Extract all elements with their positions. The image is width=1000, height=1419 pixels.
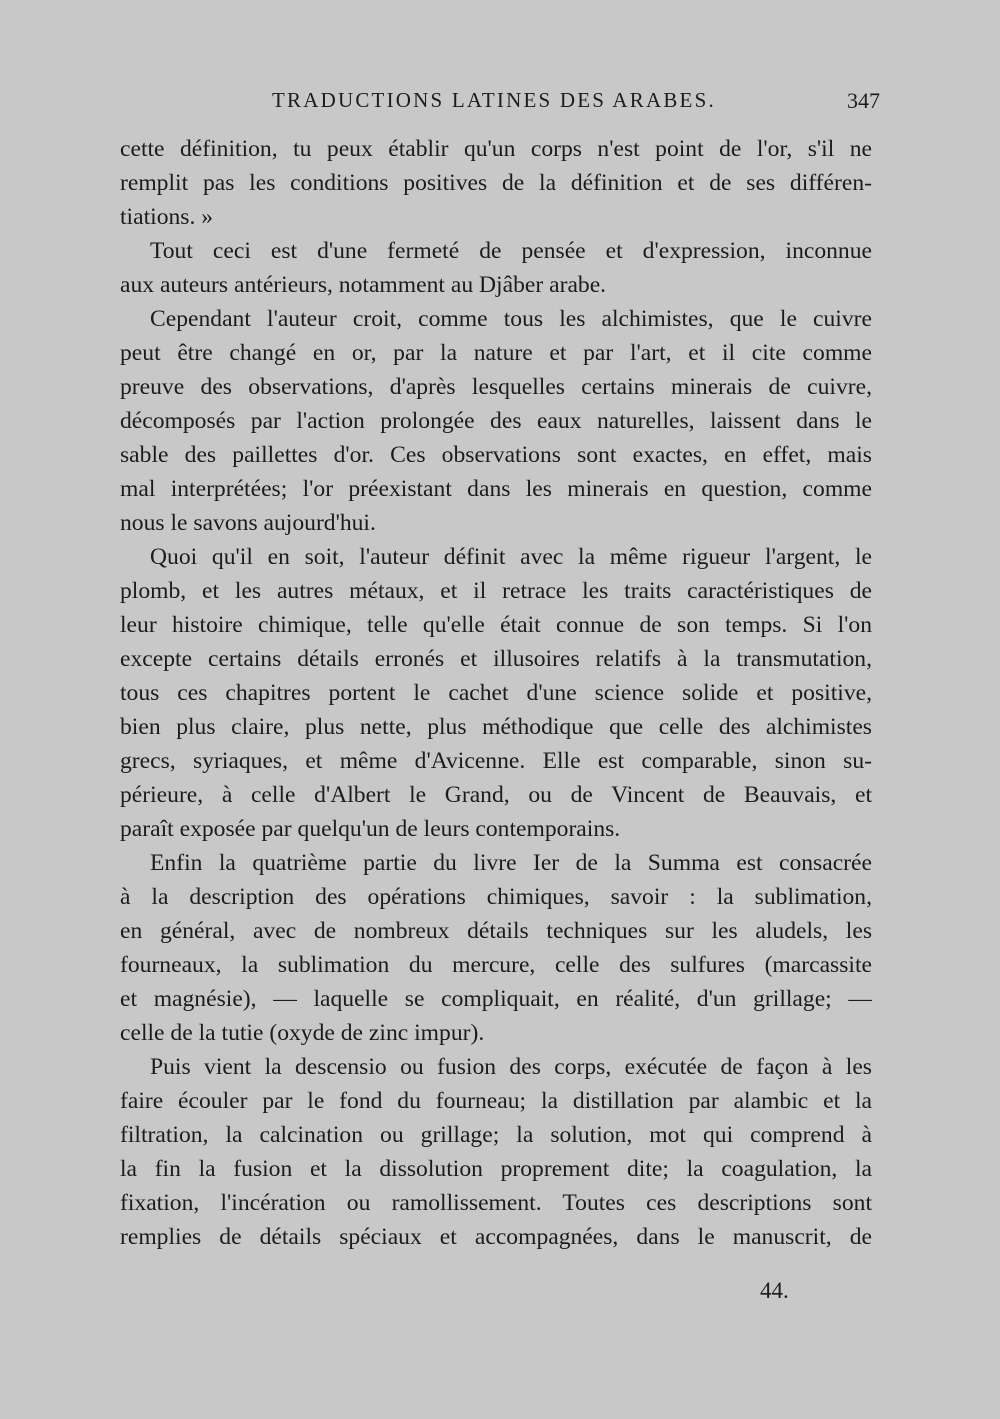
text-line: nous le savons aujourd'hui. [120, 510, 376, 536]
text-line: cette définition, tu peux établir qu'un corps n'est point de l'or, s'il ne [120, 136, 872, 162]
text-line: tous ces chapitres portent le cachet d'une science solide et positive, [120, 680, 872, 706]
text-line: Enfin la quatrième partie du livre Ier de la Summa est consacrée [150, 850, 872, 876]
text-line: sable des paillettes d'or. Ces observations sont exactes, en effet, mais [120, 442, 872, 468]
page-number: 347 [847, 88, 880, 113]
text-line: filtration, la calcination ou grillage; la solution, mot qui comprend à [120, 1122, 872, 1148]
text-line: celle de la tutie (oxyde de zinc impur). [120, 1020, 485, 1046]
text-line: Tout ceci est d'une fermeté de pensée et d'expression, inconnue [150, 238, 872, 264]
text-line: grecs, syriaques, et même d'Avicenne. Elle est comparable, sinon su- [120, 748, 872, 774]
text-line: périeure, à celle d'Albert le Grand, ou de Vincent de Beauvais, et [120, 782, 872, 808]
paragraph [120, 132, 872, 234]
text-line: peut être changé en or, par la nature et par l'art, et il cite comme [120, 340, 872, 366]
text-line: fixation, l'incération ou ramollissement. Toutes ces descriptions sont [120, 1190, 872, 1216]
text-line: preuve des observations, d'après lesquelles certains minerais de cuivre, [120, 374, 872, 400]
text-line: paraît exposée par quelqu'un de leurs contemporains. [120, 816, 621, 842]
paragraph [120, 846, 872, 1050]
signature-mark: 44. [760, 1278, 789, 1303]
text-line: plomb, et les autres métaux, et il retrace les traits caractéristiques de [120, 578, 872, 604]
paragraph [120, 302, 872, 540]
text-line: à la description des opérations chimiques, savoir : la sublimation, [120, 884, 872, 910]
text-line: décomposés par l'action prolongée des eaux naturelles, laissent dans le [120, 408, 872, 434]
text-line: aux auteurs antérieurs, notamment au Djâber arabe. [120, 272, 607, 298]
text-line: et magnésie), — laquelle se compliquait, en réalité, d'un grillage; — [120, 986, 872, 1012]
text-line: tiations. » [120, 204, 214, 230]
running-title: TRADUCTIONS LATINES DES ARABES. [272, 88, 716, 112]
text-line: mal interprétées; l'or préexistant dans les minerais en question, comme [120, 476, 872, 502]
text-line: faire écouler par le fond du fourneau; la distillation par alambic et la [120, 1088, 872, 1114]
text-line: Quoi qu'il en soit, l'auteur définit avec la même rigueur l'argent, le [150, 544, 872, 570]
paragraph [120, 540, 872, 846]
text-line: Puis vient la descensio ou fusion des corps, exécutée de façon à les [150, 1054, 872, 1080]
text-line: leur histoire chimique, telle qu'elle était connue de son temps. Si l'on [120, 612, 872, 638]
text-line: remplit pas les conditions positives de la définition et de ses différen- [120, 170, 872, 196]
body-text [120, 132, 872, 1254]
text-line: remplies de détails spéciaux et accompagnées, dans le manuscrit, de [120, 1224, 872, 1250]
text-line: en général, avec de nombreux détails techniques sur les aludels, les [120, 918, 872, 944]
text-line: Cependant l'auteur croit, comme tous les alchimistes, que le cuivre [150, 306, 872, 332]
paragraph [120, 234, 872, 302]
paragraph [120, 1050, 872, 1254]
text-line: bien plus claire, plus nette, plus méthodique que celle des alchimistes [120, 714, 872, 740]
text-line: excepte certains détails erronés et illusoires relatifs à la transmutation, [120, 646, 872, 672]
text-line: fourneaux, la sublimation du mercure, celle des sulfures (marcassite [120, 952, 872, 978]
text-line: la fin la fusion et la dissolution proprement dite; la coagulation, la [120, 1156, 872, 1182]
page-header [120, 88, 880, 122]
